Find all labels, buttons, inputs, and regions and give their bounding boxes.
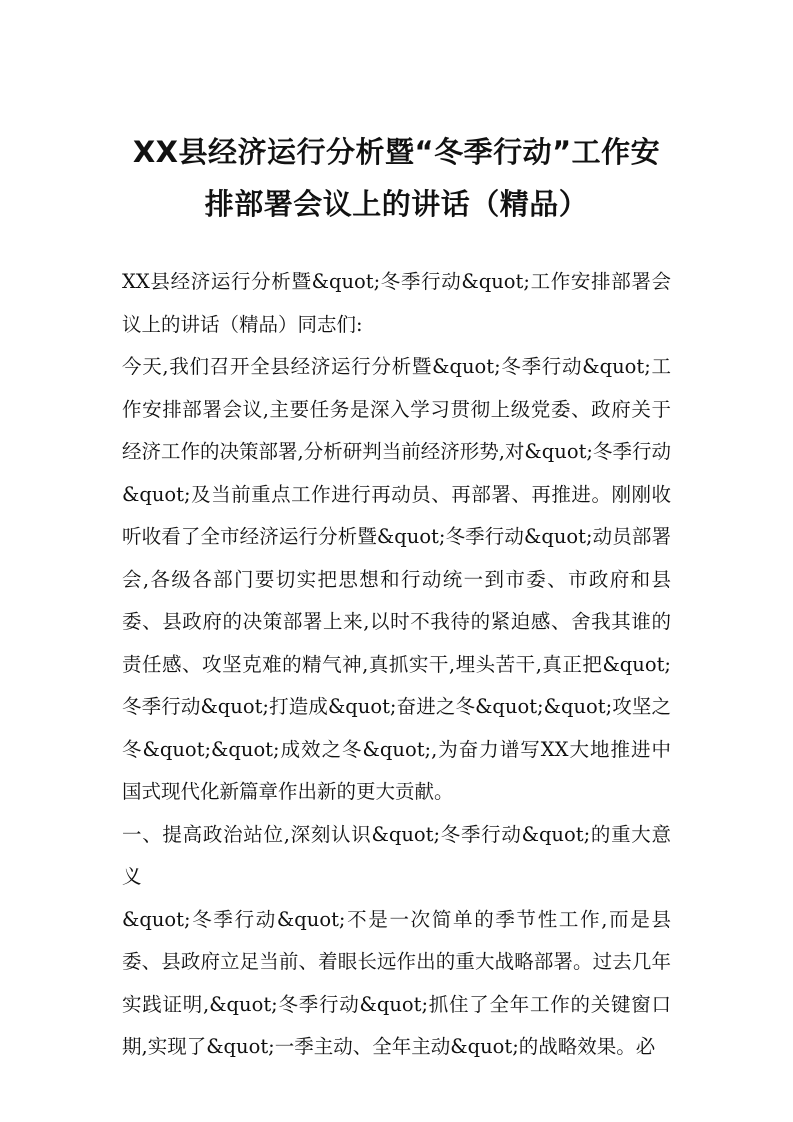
title-line-2: 排部署会议上的讲话（精品） <box>204 187 589 221</box>
paragraph-opening: XX县经济运行分析暨&quot;冬季行动&quot;工作安排部署会议上的讲话（精品）同志们: <box>122 270 671 336</box>
document-body <box>122 261 671 1069</box>
title-line-1: XX县经济运行分析暨“冬季行动”工作安 <box>132 135 661 169</box>
document-title <box>122 126 671 230</box>
section-heading-1: 一、提高政治站位,深刻认识&quot;冬季行动&quot;的重大意义 <box>122 822 671 888</box>
paragraph-introduction: 今天,我们召开全县经济运行分析暨&quot;冬季行动&quot;工作安排部署会议,主要任务是深入学习贯彻上级党委、政府关于经济工作的决策部署,分析研判当前经济形势,对&quot;冬季行动&quot;及当前重点工作进行再动员、再部署、再推进。刚刚收听收看了全市经济运行分析暨&quot;冬季行动&quot;动员部署会,各级各部门要切实把思想和行动统一到市委、市政府和县委、县政府的决策部署上来,以时不我待的紧迫感、舍我其谁的责任感、攻坚克难的精气神,真抓实干,埋头苦干,真正把&quot;冬季行动&quot;打造成&quot;奋进之冬&quot;&quot;攻坚之冬&quot;&quot;成效之冬&quot;,为奋力谱写XX大地推进中国式现代化新篇章作出新的更大贡献。 <box>122 355 671 803</box>
paragraph-section-1: &quot;冬季行动&quot;不是一次简单的季节性工作,而是县委、县政府立足当前、着眼长远作出的重大战略部署。过去几年实践证明,&quot;冬季行动&quot;抓住了全年工作的关键窗口期,实现了&quot;一季主动、全年主动&quot;的战略效果。必 <box>122 907 671 1058</box>
